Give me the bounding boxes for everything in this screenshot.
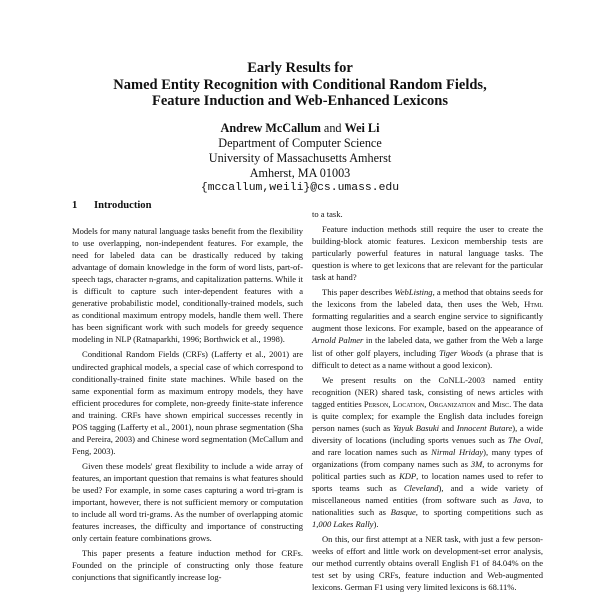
paragraph: Given these models' great flexibility to include a wide array of features, an important question that remains is what features should be used? For example, in some cases capturing a word tri-gram is important, however, there is not sufficient memory or computation to include all word tri-grams. As the number of overlapping atomic features increases, the difficulty and importance of constructing only certain feature combinations grows.: [72, 460, 303, 544]
paragraph: We present results on the CoNLL-2003 named entity recognition (NER) shared task, consisting of news articles with tagged entities Person, Location, Organization and Misc. The data is quite complex; for example the English data includes foreign person names (such as Yayuk Basuki and Innocent Butare), a wide diversity of locations (including sports venues such as The Oval, and rare location names such as Nirmal Hriday), many types of organizations (from company names such as 3M, to acronyms for political parties such as KDP, to location names used to refer to sports teams such as Cleveland), and a wide variety of miscellaneous named entities (from software such as Java, to nationalities such as Basque, to sporting competitions such as 1,000 Lakes Rally).: [312, 374, 544, 530]
paragraph: Models for many natural language tasks benefit from the flexibility to use overlapping, non-independent features. For example, the need for labeled data can be drastically reduced by taking advantage of domain knowledge in the form of word lists, part-of-speech tags, character n-grams, and capitalization patterns. While it is difficult to capture such inter-dependent features with a generative probabilistic model, conditionally-trained models, such as conditional maximum entropy models, handle them well. There has been significant work with such models for greedy sequence modeling in NLP (Ratnaparkhi, 1996; Borthwick et al., 1998).: [72, 226, 303, 345]
system-name: WebListing: [394, 287, 433, 298]
example-entity: Yayuk Basuki: [392, 422, 440, 433]
section-number: 1: [72, 200, 78, 211]
example-entity: Nirmal Hriday: [431, 446, 484, 457]
paragraph: This paper describes WebListing, a method that obtains seeds for the lexicons from the labeled data, then uses the Web, Html formatting regularities and a search engine service to significantly augment those lexicons. For example, based on the appearance of Arnold Palmer in the labeled data, we gather from the Web a large list of other golf players, including Tiger Woods (a phrase that is difficult to detect as a name without a good lexicon).: [312, 287, 544, 370]
paragraph: This paper presents a feature induction method for CRFs. Founded on the principle of constructing only those feature conjunctions that significantly increase log-: [72, 548, 303, 583]
paragraph: to a task.: [312, 209, 343, 219]
author-email: {mccallum,weili}@cs.umass.edu: [200, 182, 400, 195]
title-line: Named Entity Recognition with Conditional Random Fields,: [113, 76, 487, 93]
author-name: Wei Li: [344, 120, 380, 135]
example-entity: Innocent Butare: [456, 422, 513, 433]
paragraph: Conditional Random Fields (CRFs) (Lafferty et al., 2001) are undirected graphical models, a special case of which correspond to conditionally-trained finite state machines. While based on the same exponential form as maximum entropy models, they have efficient procedures for complete, non-greedy finite-state inference and training. CRFs have shown empirical successes recently in POS tagging (Lafferty et al., 2001), noun phrase segmentation (Sha and Pereira, 2003) and Chinese word segmentation (McCallum and Feng, 2003).: [72, 349, 303, 456]
entity-type: Location: [392, 398, 425, 409]
example-entity: Cleveland: [403, 483, 439, 494]
example-entity: KDP: [399, 470, 417, 481]
section-heading: [72, 200, 303, 212]
paper-title: [0, 60, 600, 110]
affiliation-line: Amherst, MA 01003: [249, 165, 351, 180]
entity-type: Organization: [428, 398, 476, 409]
example-entity: Java: [513, 495, 530, 506]
paragraph: Feature induction methods still require the user to create the building-block atomic features. Lexicon membership tests are particularly powerful features in natural language tasks. The question is where to get lexicons that are relevant for the particular task at hand?: [312, 224, 543, 283]
entity-type: Misc: [492, 398, 510, 409]
affiliation-line: Department of Computer Science: [218, 135, 382, 150]
title-line: Feature Induction and Web-Enhanced Lexicons: [152, 93, 448, 109]
example-entity: Basque: [390, 507, 416, 518]
entity-type: Person: [363, 398, 389, 409]
example-entity: 1,000 Lakes Rally: [312, 519, 374, 530]
affiliation-line: University of Massachusetts Amherst: [208, 150, 392, 165]
author-line: [0, 121, 600, 136]
affiliation: [0, 136, 600, 182]
html-term: Html: [524, 299, 543, 310]
example-entity: Tiger Woods: [439, 347, 483, 358]
right-column: [312, 208, 543, 596]
author-name: Andrew McCallum: [220, 120, 321, 135]
paper-header: [0, 60, 600, 196]
paragraph: On this, our first attempt at a NER task, with just a few person-weeks of effort and little work on development-set error analysis, our method currently obtains overall English F1 of 84.04% on the test set by using CRFs, feature induction and Web-augmented lexicons. German F1 using very limited lexicons is 68.11%.: [312, 534, 543, 593]
section-title: Introduction: [94, 200, 152, 211]
author-conjunction: and: [323, 120, 342, 135]
example-entity: Arnold Palmer: [312, 335, 364, 346]
example-entity: 3M: [470, 458, 483, 469]
left-column: [72, 200, 303, 586]
example-entity: The Oval: [508, 434, 541, 445]
title-line: Early Results for: [247, 60, 353, 76]
